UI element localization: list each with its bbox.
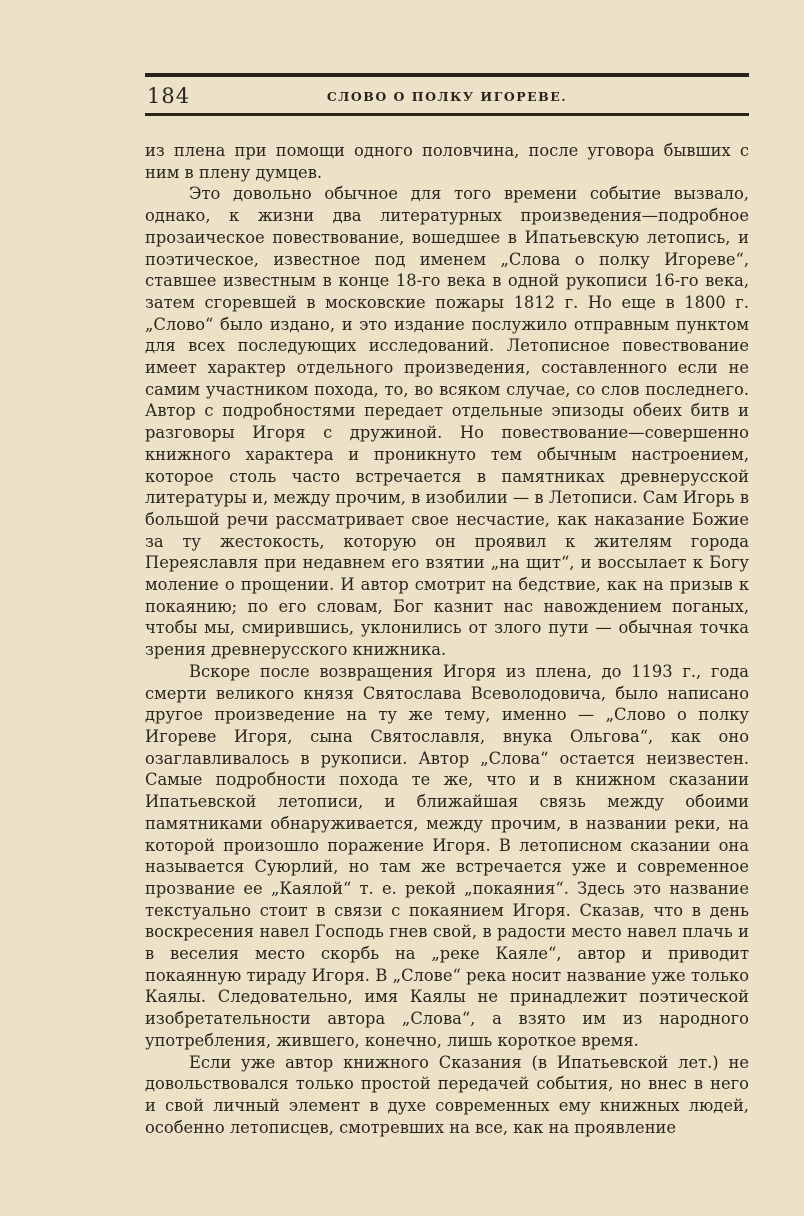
header-rule-top <box>145 73 749 77</box>
paragraph: Если уже автор книжного Сказания (в Ипатьевской лет.) не довольствовался только простой передачей события, но внес в него и свой личный элемент в духе современных ему книжных людей, особенно летописцев, смотревших на все, как на проявление <box>145 1052 749 1137</box>
header-rule-bottom <box>145 113 749 116</box>
paragraph: Это довольно обычное для того времени событие вызвало, однако, к жизни два литературных произведения—подробное прозаическое повествование, вошедшее в Ипатьевскую летопись, и поэтическое, известное под именем „Слова о полку Игореве“, ставшее известным в конце 18-го века в одной рукописи 16-го века, затем сгоревшей в московские пожары 1812 г. Но еще в 1800 г. „Слово“ было издано, и это издание послужило отправным пунктом для всех последующих исследований. Летописное повествование имеет характер отдельного произведения, составленного если не самим участником похода, то, во всяком случае, со слов последнего. Автор с подробностями передает отдельные эпизоды обеих битв и разговоры Игоря с дружиной. Но повествование—совершенно книжного характера и проникнуто тем обычным настроением, которое столь часто встречается в памятниках древнерусской литературы и, между прочим, в изобилии — в Летописи. Сам Игорь в большой речи рассматривает свое несчастие, как наказание Божие за ту жестокость, которую он проявил к жителям города Переяславля при недавнем его взятии „на щит“, и воссылает к Богу моление о прощении. И автор смотрит на бедствие, как на призыв к покаянию; по его словам, Бог казнит нас навождением поганых, чтобы мы, смирившись, уклонились от злого пути — обычная точка зрения древнерусского книжника. <box>145 184 749 660</box>
paragraph: из плена при помощи одного половчина, после уговора бывших с ним в плену думцев. <box>145 141 749 182</box>
page-number: 184 <box>147 84 191 108</box>
page-header <box>145 84 749 112</box>
body-text <box>145 140 749 1138</box>
running-title: СЛОВО О ПОЛКУ ИГОРЕВЕ. <box>326 89 568 104</box>
paragraph: Вскоре после возвращения Игоря из плена, до 1193 г., года смерти великого князя Святослава Всеволодовича, было написано другое произведение на ту же тему, именно — „Слово о полку Игореве Игоря, сына Святославля, внука Ольгова“, как оно озаглавливалось в рукописи. Автор „Слова“ остается неизвестен. Самые подробности похода те же, что и в книжном сказании Ипатьевской летописи, и ближайшая связь между обоими памятниками обнаруживается, между прочим, в названии реки, на которой произошло поражение Игоря. В летописном сказании она называется Суюрлий, но там же встречается уже и современное прозвание ее „Каялой“ т. е. рекой „покаяния“. Здесь это название текстуально стоит в связи с покаянием Игоря. Сказав, что в день воскресения навел Господь гнев свой, в радости место навел плачь и в веселия место скорбь на „реке Каяле“, автор и приводит покаянную тираду Игоря. В „Слове“ река носит название уже только Каялы. Следовательно, имя Каялы не принадлежит поэтической изобретательности автора „Слова“, а взято им из народного употребления, жившего, конечно, лишь короткое время. <box>145 661 749 1050</box>
